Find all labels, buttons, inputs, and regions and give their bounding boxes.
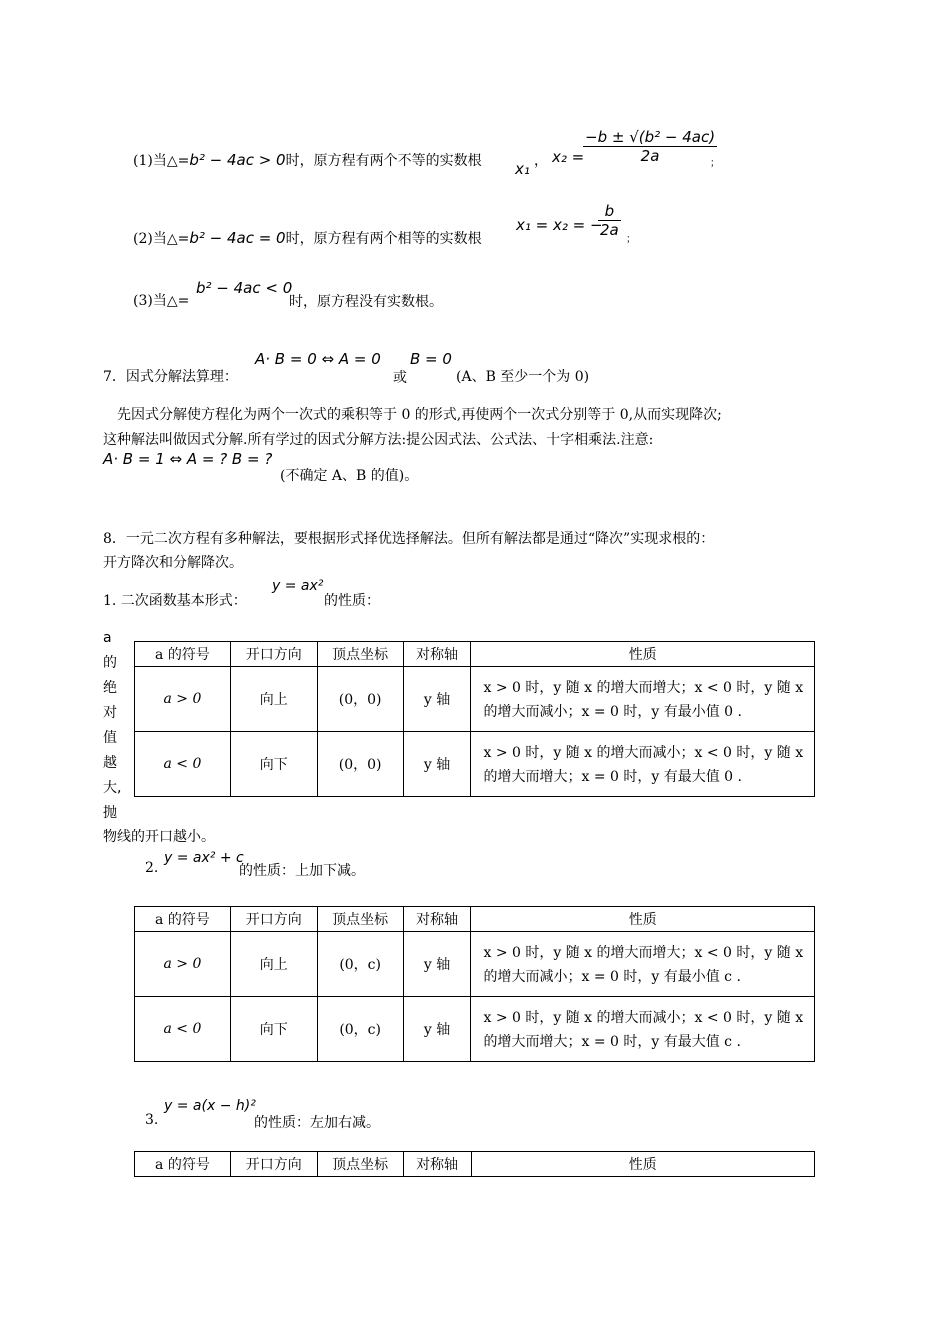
case-1 bbox=[133, 150, 482, 170]
header-vertex: 顶点坐标 bbox=[317, 642, 403, 667]
section-7-note: (A、B 至少一个为 0) bbox=[456, 369, 590, 385]
cell-axis: y 轴 bbox=[403, 997, 471, 1062]
section-7-paragraph-line-1: 先因式分解使方程化为两个一次式的乘积等于 0 的形式,再使两个一次式分别等于 0,从而实现降次; bbox=[117, 407, 722, 423]
case-1-end: ； bbox=[710, 158, 720, 169]
q2-heading: 2. bbox=[145, 860, 159, 876]
case-1-x2: x₂ = bbox=[552, 148, 585, 166]
q1-heading: 1. 二次函数基本形式： bbox=[103, 593, 247, 609]
case-2-end: ； bbox=[626, 234, 636, 245]
case-3-text: 时，原方程没有实数根。 bbox=[289, 294, 443, 310]
section-7-formula-b: B = 0 bbox=[410, 350, 452, 368]
table-2 bbox=[134, 906, 815, 1062]
case-2-root-fraction bbox=[598, 202, 621, 239]
header-sign: a 的符号 bbox=[135, 907, 231, 932]
case-1-text: 时，原方程有两个不等的实数根 bbox=[285, 153, 482, 169]
cell-property: x > 0 时，y 随 x 的增大而增大；x < 0 时，y 随 x 的增大而减小；x = 0 时，y 有最小值 c . bbox=[471, 932, 815, 997]
table-row bbox=[135, 667, 815, 732]
cell-sign: a < 0 bbox=[135, 997, 231, 1062]
q1-formula: y = ax² bbox=[272, 578, 324, 594]
section-7-or: 或 bbox=[393, 370, 407, 386]
cell-vertex: (0，c) bbox=[317, 997, 403, 1062]
header-direction: 开口方向 bbox=[230, 907, 317, 932]
case-1-label: (1)当△= bbox=[133, 153, 190, 169]
section-7-formula-2: A· B = 1 ⇔ A = ? B = ? bbox=[103, 450, 273, 468]
header-direction: 开口方向 bbox=[230, 1152, 317, 1177]
table-row bbox=[135, 932, 815, 997]
section-7-heading: 7．因式分解法算理： bbox=[103, 369, 238, 385]
case-1-x1: x₁ bbox=[515, 160, 530, 178]
section-8-line-1: 8．一元二次方程有多种解法，要根据形式择优选择解法。但所有解法都是通过“降次”实现求根的： bbox=[103, 531, 715, 547]
case-3 bbox=[133, 290, 189, 310]
section-8-line-2: 开方降次和分解降次。 bbox=[103, 555, 243, 571]
cell-sign: a > 0 bbox=[135, 932, 231, 997]
cell-axis: y 轴 bbox=[403, 732, 471, 797]
side-note-tail: 物线的开口越小。 bbox=[103, 829, 215, 845]
header-axis: 对称轴 bbox=[403, 907, 471, 932]
cell-property: x > 0 时，y 随 x 的增大而减小；x < 0 时，y 随 x 的增大而增大；x = 0 时，y 有最大值 c . bbox=[471, 997, 815, 1062]
case-1-root-denominator: 2a bbox=[640, 147, 660, 165]
cell-sign: a > 0 bbox=[135, 667, 231, 732]
cell-direction: 向上 bbox=[230, 932, 317, 997]
q2-tail: 的性质：上加下减。 bbox=[239, 863, 365, 879]
cell-direction: 向上 bbox=[230, 667, 317, 732]
header-axis: 对称轴 bbox=[403, 642, 471, 667]
case-3-formula: b² − 4ac < 0 bbox=[196, 279, 293, 297]
case-1-root-fraction bbox=[583, 128, 717, 165]
section-7-formula: A· B = 0 ⇔ A = 0 bbox=[255, 350, 381, 368]
cell-vertex: (0，0) bbox=[317, 667, 403, 732]
section-7-note-2: (不确定 A、B 的值)。 bbox=[280, 468, 419, 484]
q3-formula: y = a(x − h)² bbox=[164, 1098, 256, 1114]
section-7-paragraph-line-2: 这种解法叫做因式分解.所有学过的因式分解方法:提公因式法、公式法、十字相乘法.注意: bbox=[103, 432, 654, 448]
table-1 bbox=[134, 641, 815, 797]
cell-vertex: (0，0) bbox=[317, 732, 403, 797]
cell-property: x > 0 时，y 随 x 的增大而增大；x < 0 时，y 随 x 的增大而减小；x = 0 时，y 有最小值 0 . bbox=[471, 667, 815, 732]
case-2-root-denominator: 2a bbox=[600, 221, 619, 239]
case-1-root-numerator: −b ± √(b² − 4ac) bbox=[585, 128, 716, 146]
case-1-sep: ， bbox=[534, 153, 548, 169]
q2-formula: y = ax² + c bbox=[164, 850, 244, 866]
cell-direction: 向下 bbox=[230, 732, 317, 797]
header-property: 性质 bbox=[471, 1152, 814, 1177]
case-2 bbox=[133, 228, 482, 248]
header-sign: a 的符号 bbox=[135, 1152, 231, 1177]
table-row bbox=[135, 732, 815, 797]
cell-sign: a < 0 bbox=[135, 732, 231, 797]
header-vertex: 顶点坐标 bbox=[317, 1152, 403, 1177]
case-2-root-numerator: b bbox=[598, 202, 621, 221]
case-3-label: (3)当△= bbox=[133, 293, 190, 309]
table-3 bbox=[134, 1151, 815, 1177]
cell-axis: y 轴 bbox=[403, 932, 471, 997]
cell-direction: 向下 bbox=[230, 997, 317, 1062]
table-1-header bbox=[135, 642, 815, 667]
header-property: 性质 bbox=[471, 642, 815, 667]
side-note: a的绝对值越大,抛 bbox=[103, 630, 122, 821]
case-2-text: 时，原方程有两个相等的实数根 bbox=[285, 231, 482, 247]
case-1-formula: b² − 4ac > 0 bbox=[189, 151, 286, 169]
header-vertex: 顶点坐标 bbox=[317, 907, 403, 932]
table-row bbox=[135, 997, 815, 1062]
case-2-formula: b² − 4ac = 0 bbox=[189, 229, 286, 247]
cell-property: x > 0 时，y 随 x 的增大而减小；x < 0 时，y 随 x 的增大而增大；x = 0 时，y 有最大值 0 . bbox=[471, 732, 815, 797]
table-3-header bbox=[135, 1152, 815, 1177]
q3-tail: 的性质：左加右减。 bbox=[254, 1115, 380, 1131]
cell-vertex: (0，c) bbox=[317, 932, 403, 997]
table-2-header bbox=[135, 907, 815, 932]
case-2-root-eq: x₁ = x₂ = − bbox=[516, 216, 603, 234]
header-axis: 对称轴 bbox=[403, 1152, 471, 1177]
header-direction: 开口方向 bbox=[230, 642, 317, 667]
case-2-label: (2)当△= bbox=[133, 231, 190, 247]
q1-tail: 的性质： bbox=[324, 593, 380, 609]
header-sign: a 的符号 bbox=[135, 642, 231, 667]
q3-heading: 3. bbox=[145, 1112, 159, 1128]
header-property: 性质 bbox=[471, 907, 815, 932]
cell-axis: y 轴 bbox=[403, 667, 471, 732]
